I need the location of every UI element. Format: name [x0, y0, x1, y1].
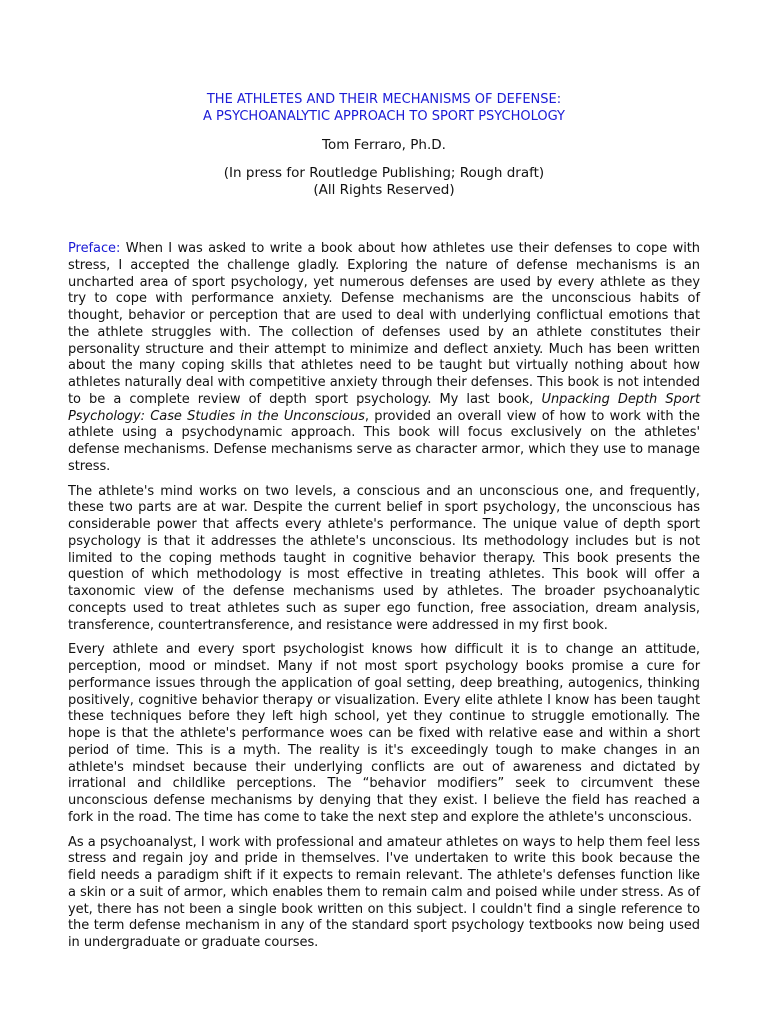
title-line-2: A PSYCHOANALYTIC APPROACH TO SPORT PSYCHOLOGY [203, 108, 565, 124]
author-name: Tom Ferraro, Ph.D. [322, 137, 446, 153]
paragraph-3: Every athlete and every sport psychologist knows how difficult it is to change an attitude, perception, mood or mindset. Many if not most sport psychology books promise a cure for performance issues through the application of goal setting, deep breathing, autogenics, thinking positively, cognitive behavior therapy or visualization. Every elite athlete I know has been taught these techniques before they left high school, yet they continue to struggle emotionally. The hope is that the athlete's performance woes can be fixed with relative ease and within a short period of time. This is a myth. The reality is it's exceedingly tough to make changes in an athlete's mindset because their underlying conflicts are out of awareness and dictated by irrational and childlike perceptions. The “behavior modifiers” seek to circumvent these unconscious defense mechanisms by denying that they exist. I believe the field has reached a fork in the road. The time has come to take the next step and explore the athlete's unconscious. [68, 642, 700, 825]
book-title: Unpacking Depth Sport Psychology: Case Studies in the Unconscious [68, 391, 701, 424]
preface-text-a: When I was asked to write a book about how athletes use their defenses to cope with stress, I accepted the challenge gladly. Exploring the nature of defense mechanisms is an uncharted area of sport psychology, yet numerous defenses are used by every athlete as they try to cope with performance anxiety. Defense mechanisms are the unconscious habits of thought, behavior or perception that are used to deal with underlying conflictual emotions that the athlete struggles with. The collection of defenses used by an athlete constitutes their personality structure and their attempt to minimize and deflect anxiety. Much has been written about the many coping skills that athletes need to be taught but virtually nothing about how athletes naturally deal with competitive anxiety through their defenses. This book is not intended to be a complete review of depth sport psychology. My last book, [68, 241, 700, 407]
press-note: (In press for Routledge Publishing; Rough draft) [223, 165, 545, 181]
rights-note: (All Rights Reserved) [313, 182, 455, 198]
title-line-1: THE ATHLETES AND THEIR MECHANISMS OF DEFENSE: [206, 92, 562, 107]
preface-label: Preface: [68, 241, 121, 256]
paragraph-4: As a psychoanalyst, I work with professional and amateur athletes on ways to help them feel less stress and regain joy and pride in themselves. I've undertaken to write this book because the field needs a paradigm shift if it expects to remain relevant. The athlete's defenses function like a skin or a suit of armor, which enables them to remain calm and poised while under stress. As of yet, there has not been a single book written on this subject. I couldn't find a single reference to the term defense mechanism in any of the standard sport psychology textbooks now being used in undergraduate or graduate courses. [68, 834, 700, 950]
document-page [68, 92, 700, 960]
title-block [68, 92, 700, 199]
preface-text-b: , provided an overall view of how to work with the athlete using a psychodynamic approach. This book will focus exclusively on the athletes' defense mechanisms. Defense mechanisms serve as character armor, which they use to manage stress. [68, 408, 700, 474]
preface-paragraph [68, 241, 700, 476]
body-text [68, 241, 700, 952]
paragraph-2: The athlete's mind works on two levels, a conscious and an unconscious one, and frequently, these two parts are at war. Despite the current belief in sport psychology, the unconscious has considerable power that affects every athlete's performance. The unique value of depth sport psychology is that it addresses the athlete's unconscious. Its methodology includes but is not limited to the coping methods taught in cognitive behavior therapy. This book presents the question of which methodology is most effective in treating athletes. This book will offer a taxonomic view of the defense mechanisms used by athletes. The broader psychoanalytic concepts used to treat athletes such as super ego function, free association, dream analysis, transference, countertransference, and resistance were addressed in my first book. [68, 483, 700, 633]
